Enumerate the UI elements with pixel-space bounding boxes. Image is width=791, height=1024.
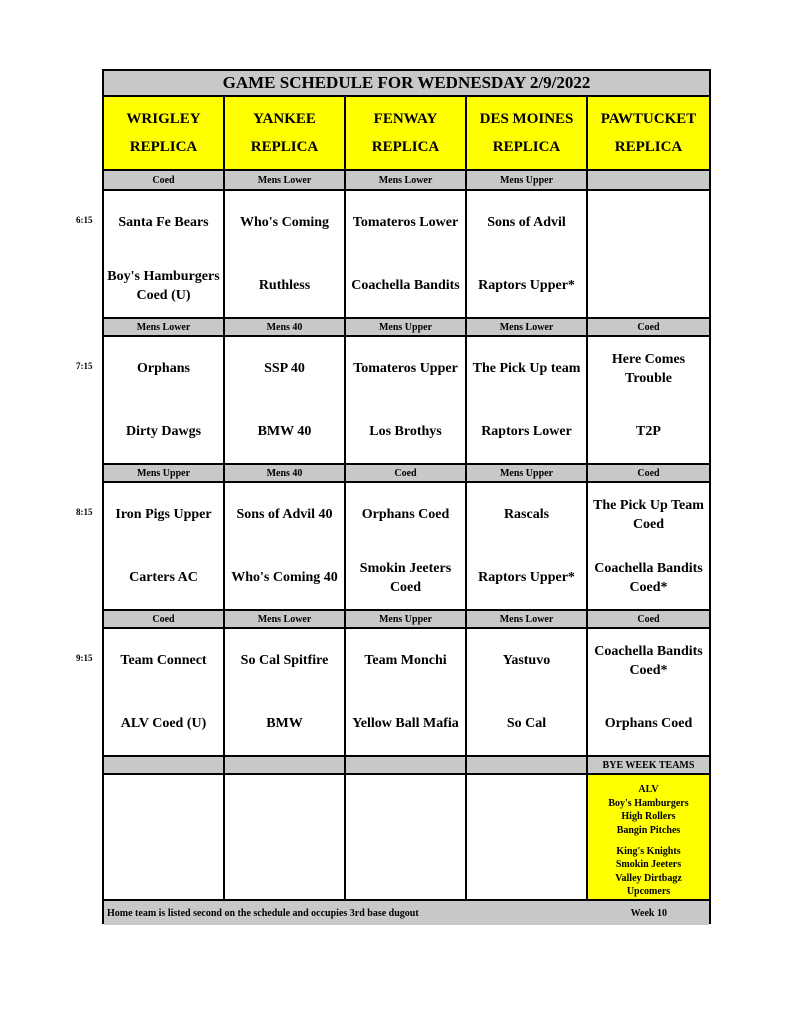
game-cell — [467, 191, 588, 319]
bye-team: Valley Dirtbagz — [615, 872, 682, 884]
bye-team: High Rollers — [621, 811, 676, 823]
field-header-fenway — [346, 97, 467, 171]
away-team: Tomateros Upper — [353, 361, 458, 376]
away-team: Orphans Coed — [361, 507, 450, 522]
field-sub: REPLICA — [492, 139, 561, 155]
bye-team: Boy's Hamburgers — [608, 797, 689, 809]
division-label: Coed — [104, 171, 225, 191]
game-cell — [225, 629, 346, 757]
game-cell — [346, 483, 467, 611]
home-team: BMW 40 — [257, 424, 312, 439]
game-cell — [346, 629, 467, 757]
home-team: ALV Coed (U) — [120, 716, 207, 731]
division-label: Mens Lower — [225, 611, 346, 629]
home-team: Who's Coming 40 — [231, 570, 338, 585]
time-label-0: 6:15 — [76, 215, 93, 225]
away-team: Tomateros Lower — [352, 215, 459, 230]
game-cell — [467, 337, 588, 465]
division-label: Mens Upper — [467, 171, 588, 191]
home-team: Ruthless — [258, 278, 311, 293]
away-team: Orphans — [137, 361, 190, 376]
bye-team: Bangin Pitches — [616, 824, 681, 836]
game-cell — [104, 337, 225, 465]
time-label-2: 8:15 — [76, 507, 93, 517]
field-header-wrigley — [104, 97, 225, 171]
home-team: Coachella Bandits Coed* — [594, 560, 703, 595]
division-label: Coed — [104, 611, 225, 629]
home-team: Raptors Lower — [481, 424, 572, 439]
field-header-yankee — [225, 97, 346, 171]
home-team: Raptors Upper* — [478, 570, 575, 585]
away-team: Team Monchi — [364, 653, 447, 668]
division-label: Mens 40 — [225, 465, 346, 483]
division-label: Coed — [588, 465, 709, 483]
game-cell — [225, 191, 346, 319]
division-label: Coed — [346, 465, 467, 483]
bye-team: Upcomers — [626, 886, 671, 898]
field-header-pawtucket — [588, 97, 709, 171]
empty-gray-cell — [225, 757, 346, 775]
home-team: Boy's Hamburgers Coed (U) — [107, 268, 220, 303]
away-team: Sons of Advil — [487, 215, 566, 230]
home-team: Smokin Jeeters Coed — [359, 560, 452, 595]
field-sub: REPLICA — [614, 139, 683, 155]
game-cell — [588, 191, 709, 319]
empty-cell — [225, 775, 346, 901]
field-sub: REPLICA — [250, 139, 319, 155]
time-label-1: 7:15 — [76, 361, 93, 371]
home-team: Los Brothys — [369, 424, 442, 439]
bye-team: King's Knights — [616, 845, 681, 857]
division-label: Mens Lower — [104, 319, 225, 337]
field-name: YANKEE — [253, 111, 316, 127]
division-label — [588, 171, 709, 191]
game-cell — [225, 337, 346, 465]
away-team: Sons of Advil 40 — [236, 507, 333, 522]
away-team: Here Comes Trouble — [611, 351, 686, 386]
division-label: Coed — [588, 611, 709, 629]
schedule-footer — [104, 901, 709, 925]
home-team: T2P — [636, 424, 661, 439]
game-cell — [104, 191, 225, 319]
home-team: Coachella Bandits — [351, 278, 460, 293]
field-name: FENWAY — [373, 111, 438, 127]
game-cell — [104, 629, 225, 757]
schedule-title: GAME SCHEDULE FOR WEDNESDAY 2/9/2022 — [104, 71, 709, 97]
time-label-3: 9:15 — [76, 653, 93, 663]
away-team: The Pick Up team — [472, 361, 581, 376]
home-team: Yellow Ball Mafia — [352, 716, 459, 731]
field-sub: REPLICA — [129, 139, 198, 155]
division-label: Mens Upper — [346, 611, 467, 629]
home-team: Orphans Coed — [604, 716, 693, 731]
away-team: The Pick Up Team Coed — [593, 497, 704, 532]
home-team — [588, 254, 709, 317]
division-label: Mens Lower — [467, 319, 588, 337]
empty-cell — [104, 775, 225, 901]
bye-team: Smokin Jeeters — [615, 859, 682, 871]
game-cell — [346, 337, 467, 465]
away-team: Rascals — [503, 507, 550, 522]
field-name: WRIGLEY — [126, 111, 201, 127]
division-label: Mens Upper — [104, 465, 225, 483]
schedule-grid — [104, 71, 709, 922]
empty-cell — [467, 775, 588, 901]
empty-cell — [346, 775, 467, 901]
away-team: Santa Fe Bears — [118, 215, 209, 230]
away-team: Iron Pigs Upper — [115, 507, 212, 522]
home-team: So Cal — [506, 716, 547, 731]
home-team-note: Home team is listed second on the schedule and occupies 3rd base dugout — [107, 907, 419, 919]
game-cell — [346, 191, 467, 319]
game-cell — [467, 483, 588, 611]
division-label: Coed — [588, 319, 709, 337]
away-team: Team Connect — [120, 653, 207, 668]
division-label: Mens Upper — [346, 319, 467, 337]
home-team: Dirty Dawgs — [125, 424, 202, 439]
division-label: Mens Lower — [225, 171, 346, 191]
game-cell — [104, 483, 225, 611]
empty-gray-cell — [467, 757, 588, 775]
empty-gray-cell — [104, 757, 225, 775]
field-header-des-moines — [467, 97, 588, 171]
division-label: Mens 40 — [225, 319, 346, 337]
game-cell — [225, 483, 346, 611]
field-name: DES MOINES — [479, 111, 574, 127]
field-name: PAWTUCKET — [600, 111, 697, 127]
empty-gray-cell — [346, 757, 467, 775]
home-team: BMW — [266, 716, 303, 731]
game-cell — [588, 337, 709, 465]
division-label: Mens Upper — [467, 465, 588, 483]
game-cell — [588, 483, 709, 611]
home-team: Carters AC — [129, 570, 198, 585]
away-team: SSP 40 — [264, 361, 305, 376]
away-team: Who's Coming — [239, 215, 330, 230]
division-label: Mens Lower — [346, 171, 467, 191]
away-team: Yastuvo — [502, 653, 551, 668]
bye-week-list — [588, 775, 709, 901]
division-label: Mens Lower — [467, 611, 588, 629]
bye-week-header: BYE WEEK TEAMS — [588, 757, 709, 775]
bye-team: ALV — [638, 784, 659, 795]
week-label: Week 10 — [630, 907, 667, 919]
away-team: So Cal Spitfire — [240, 653, 329, 668]
home-team: Raptors Upper* — [478, 278, 575, 293]
game-cell — [467, 629, 588, 757]
away-team: Coachella Bandits Coed* — [594, 643, 703, 678]
field-sub: REPLICA — [371, 139, 440, 155]
schedule-sheet — [102, 69, 711, 924]
away-team — [588, 191, 709, 254]
game-cell — [588, 629, 709, 757]
